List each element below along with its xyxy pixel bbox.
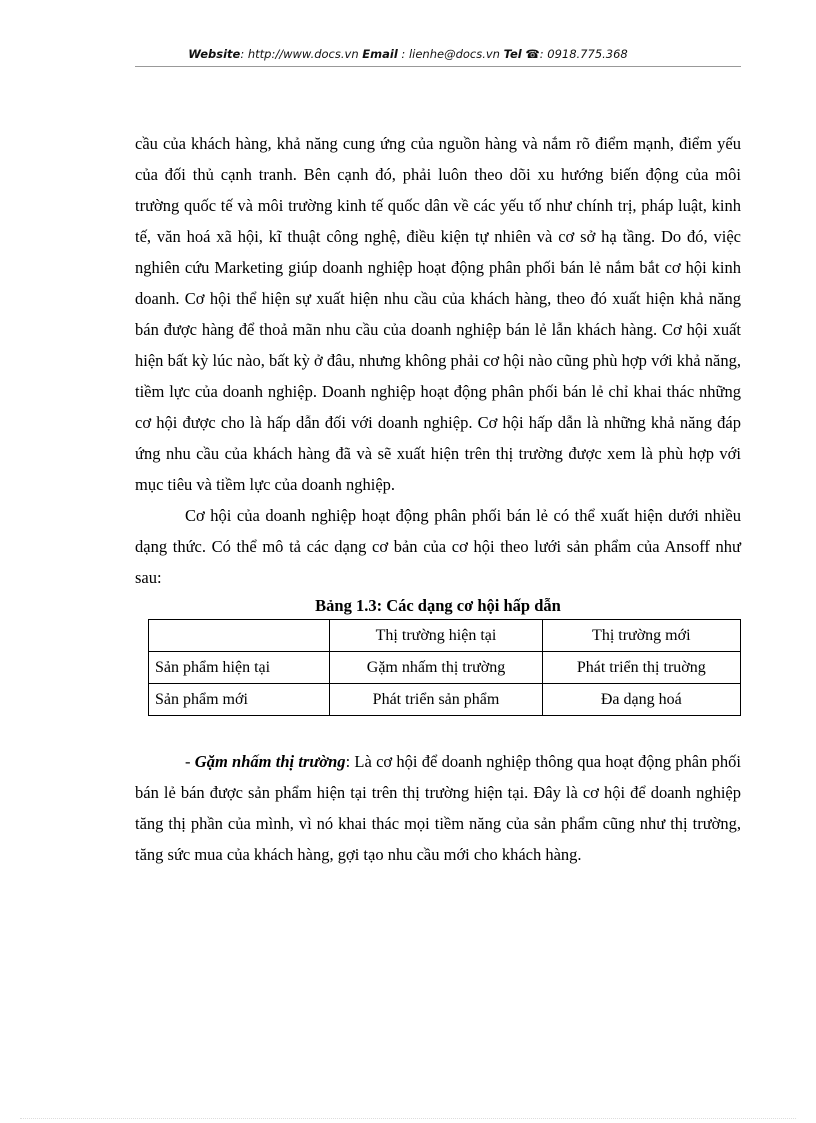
ansoff-table <box>148 619 741 716</box>
table-row <box>149 684 741 716</box>
website-value[interactable]: : http://www.docs.vn <box>240 47 359 61</box>
table-title: Bảng 1.3: Các dạng cơ hội hấp dẫn <box>315 596 561 615</box>
table-row <box>149 652 741 684</box>
section-term: Gặm nhấm thị trường <box>194 752 346 771</box>
paragraph-intro-ansoff: Cơ hội của doanh nghiệp hoạt động phân phối bán lẻ có thể xuất hiện dưới nhiều dạng thức. Có thể mô tả các dạng cơ bản của cơ hội theo lưới sản phẩm của Ansoff như sau: <box>135 506 741 587</box>
section-prefix: - <box>185 752 195 771</box>
table-corner-cell <box>149 620 330 652</box>
email-value[interactable]: : lienhe@docs.vn <box>401 47 500 61</box>
table-cell: Gặm nhấm thị trường <box>330 652 542 684</box>
table-col-header: Thị trường hiện tại <box>330 620 542 652</box>
email-label: Email <box>362 47 398 61</box>
table-header-row <box>149 620 741 652</box>
paragraph-context: cầu của khách hàng, khả năng cung ứng của nguồn hàng và nắm rõ điểm mạnh, điểm yếu của đối thủ cạnh tranh. Bên cạnh đó, phải luôn theo dõi xu hướng biến động của môi trường quốc tế và môi trường kinh tế quốc dân về các yếu tố như chính trị, pháp luật, kinh tế, văn hoá xã hội, kĩ thuật công nghệ, điều kiện tự nhiên và cơ sở hạ tầng. Do đó, việc nghiên cứu Marketing giúp doanh nghiệp hoạt động phân phối bán lẻ nắm bắt cơ hội kinh doanh. Cơ hội thể hiện sự xuất hiện nhu cầu của khách hàng, theo đó xuất hiện khả năng bán được hàng để thoả mãn nhu cầu của doanh nghiệp bán lẻ lẫn khách hàng. Cơ hội xuất hiện bất kỳ lúc nào, bất kỳ ở đâu, nhưng không phải cơ hội nào cũng phù hợp với khả năng, tiềm lực của doanh nghiệp. Doanh nghiệp hoạt động phân phối bán lẻ chỉ khai thác những cơ hội được cho là hấp dẫn đối với doanh nghiệp. Cơ hội hấp dẫn là những khả năng đáp ứng nhu cầu của khách hàng đã và sẽ xuất hiện trên thị trường được xem là phù hợp với mục tiêu và tiềm lực của doanh nghiệp. <box>135 134 741 494</box>
section-market-penetration <box>135 746 741 870</box>
table-cell: Đa dạng hoá <box>542 684 740 716</box>
table-row-header: Sản phẩm hiện tại <box>149 652 330 684</box>
page-header <box>0 47 816 61</box>
website-label: Website <box>188 47 241 61</box>
phone-icon: ☎ <box>525 47 540 61</box>
table-cell: Phát triển thị truờng <box>542 652 740 684</box>
tel-value: : 0918.775.368 <box>539 47 628 61</box>
table-col-header: Thị trường mới <box>542 620 740 652</box>
footer-divider <box>20 1118 796 1119</box>
header-divider <box>135 66 741 67</box>
section-text: : Là cơ hội để doanh nghiệp thông qua hoạt động phân phối bán lẻ bán được sản phẩm hiện tại trên thị trường hiện tại. Đây là cơ hội để doanh nghiệp tăng thị phần của mình, vì nó khai thác mọi tiềm năng của sản phẩm cũng như thị trường, tăng sức mua của khách hàng, gợi tạo nhu cầu mới cho khách hàng. <box>135 752 741 864</box>
document-body <box>135 128 741 870</box>
tel-label: Tel <box>503 47 522 61</box>
table-cell: Phát triển sản phẩm <box>330 684 542 716</box>
table-row-header: Sản phẩm mới <box>149 684 330 716</box>
